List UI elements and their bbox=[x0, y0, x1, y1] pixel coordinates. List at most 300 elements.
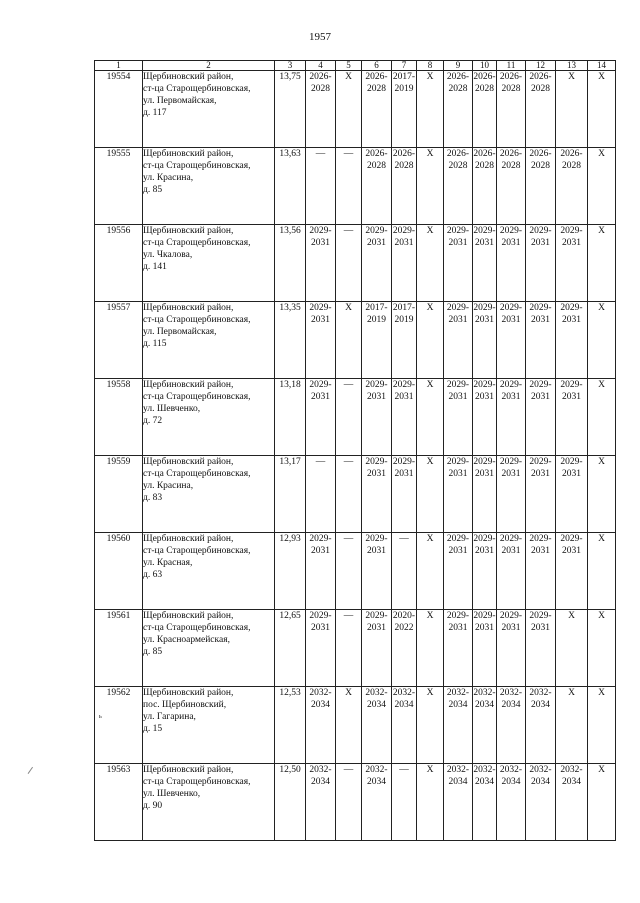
period-cell bbox=[444, 71, 473, 148]
period-year: 2019 bbox=[394, 315, 414, 325]
address-line: Щербиновский район, bbox=[143, 149, 234, 159]
address-line: д. 90 bbox=[143, 801, 163, 811]
column-header: 2 bbox=[143, 61, 275, 71]
x-mark: X bbox=[345, 303, 352, 313]
period-cell bbox=[306, 687, 336, 764]
period-year: 2031 bbox=[311, 238, 330, 248]
row-id: 19554 bbox=[95, 71, 143, 148]
period-cell bbox=[588, 456, 616, 533]
period-cell bbox=[362, 302, 392, 379]
period-year: 2028 bbox=[394, 161, 414, 171]
period-cell bbox=[362, 225, 392, 302]
table-row bbox=[95, 148, 616, 225]
period-cell bbox=[556, 302, 588, 379]
address-line: Щербиновский район, bbox=[143, 226, 234, 236]
period-year: 2029- bbox=[365, 226, 388, 236]
period-year: 2026- bbox=[560, 149, 583, 159]
address-line: ул. Первомайская, bbox=[143, 327, 217, 337]
period-year: 2029- bbox=[529, 534, 552, 544]
period-year: 2029- bbox=[309, 226, 332, 236]
period-cell bbox=[588, 302, 616, 379]
address-line: Щербиновский район, bbox=[143, 765, 234, 775]
x-mark: X bbox=[345, 688, 352, 698]
period-year: 2029- bbox=[309, 303, 332, 313]
period-cell bbox=[556, 148, 588, 225]
period-year: 2026- bbox=[529, 149, 552, 159]
period-year: 2031 bbox=[562, 392, 581, 402]
period-cell bbox=[392, 764, 417, 841]
period-cell bbox=[497, 302, 526, 379]
period-cell bbox=[588, 379, 616, 456]
period-cell bbox=[526, 148, 556, 225]
address-line: ул. Шевченко, bbox=[143, 404, 201, 414]
period-year: 2029- bbox=[560, 226, 583, 236]
row-id: 19559 bbox=[95, 456, 143, 533]
period-cell bbox=[497, 225, 526, 302]
x-mark: X bbox=[598, 226, 605, 236]
period-cell bbox=[444, 225, 473, 302]
period-year: 2034 bbox=[367, 777, 386, 787]
period-year: 2026- bbox=[499, 149, 523, 159]
period-cell bbox=[473, 71, 497, 148]
period-year: 2031 bbox=[475, 392, 494, 402]
x-mark: X bbox=[426, 72, 434, 82]
period-cell bbox=[362, 456, 392, 533]
address-line: ст-ца Старощербиновская, bbox=[143, 777, 251, 787]
address-line: пос. Щербиновский, bbox=[143, 700, 227, 710]
period-cell bbox=[392, 379, 417, 456]
period-cell bbox=[588, 148, 616, 225]
period-cell bbox=[473, 764, 497, 841]
period-cell bbox=[473, 379, 497, 456]
period-year: 2029- bbox=[365, 611, 388, 621]
period-cell bbox=[497, 71, 526, 148]
period-cell bbox=[306, 533, 336, 610]
period-cell bbox=[417, 610, 444, 687]
period-cell bbox=[392, 71, 417, 148]
period-year: 2031 bbox=[531, 623, 550, 633]
period-cell bbox=[306, 456, 336, 533]
dash-mark: — bbox=[343, 226, 354, 236]
address-line: д. 117 bbox=[143, 108, 167, 118]
row-id: 19563 bbox=[95, 764, 143, 841]
address-line: д. 85 bbox=[143, 647, 163, 657]
period-year: 2029- bbox=[365, 534, 388, 544]
period-year: 2034 bbox=[562, 777, 581, 787]
row-id: 19557 bbox=[95, 302, 143, 379]
period-year: 2031 bbox=[448, 546, 468, 556]
period-year: 2026- bbox=[365, 149, 388, 159]
period-cell bbox=[306, 764, 336, 841]
period-year: 2032- bbox=[499, 765, 523, 775]
period-year: 2034 bbox=[475, 700, 494, 710]
row-id: 19560 bbox=[95, 533, 143, 610]
period-year: 2026- bbox=[365, 72, 388, 82]
table-body bbox=[95, 71, 616, 841]
period-cell bbox=[306, 148, 336, 225]
period-year: 2029- bbox=[560, 303, 583, 313]
period-year: 2032- bbox=[446, 765, 470, 775]
period-cell bbox=[473, 456, 497, 533]
address-line: ул. Чкалова, bbox=[143, 250, 193, 260]
period-cell bbox=[306, 71, 336, 148]
period-cell bbox=[444, 379, 473, 456]
period-cell bbox=[497, 533, 526, 610]
period-year: 2034 bbox=[448, 700, 468, 710]
column-header: 8 bbox=[417, 61, 444, 71]
column-header: 11 bbox=[497, 61, 526, 71]
period-year: 2017- bbox=[392, 303, 416, 313]
period-cell bbox=[526, 610, 556, 687]
period-cell bbox=[556, 71, 588, 148]
period-year: 2029- bbox=[392, 380, 416, 390]
column-header: 12 bbox=[526, 61, 556, 71]
period-year: 2031 bbox=[311, 392, 330, 402]
period-year: 2029- bbox=[446, 380, 470, 390]
period-year: 2031 bbox=[367, 392, 386, 402]
period-cell bbox=[444, 456, 473, 533]
address-line: д. 85 bbox=[143, 185, 163, 195]
period-year: 2028 bbox=[448, 84, 468, 94]
row-id: 19561 bbox=[95, 610, 143, 687]
address-line: ст-ца Старощербиновская, bbox=[143, 392, 251, 402]
value-cell: 13,75 bbox=[275, 71, 306, 148]
address-line: ул. Красноармейская, bbox=[143, 635, 230, 645]
period-cell bbox=[497, 148, 526, 225]
period-year: 2032- bbox=[309, 765, 332, 775]
address-line: Щербиновский район, bbox=[143, 72, 234, 82]
period-year: 2029- bbox=[529, 380, 552, 390]
x-mark: X bbox=[598, 149, 605, 159]
x-mark: X bbox=[426, 765, 434, 775]
x-mark: X bbox=[426, 534, 434, 544]
dash-mark: — bbox=[399, 765, 409, 775]
table-row bbox=[95, 225, 616, 302]
period-year: 2031 bbox=[448, 469, 468, 479]
period-cell bbox=[588, 225, 616, 302]
period-year: 2031 bbox=[475, 315, 494, 325]
period-year: 2032- bbox=[392, 688, 416, 698]
period-year: 2031 bbox=[562, 546, 581, 556]
period-year: 2026- bbox=[473, 149, 496, 159]
table-row bbox=[95, 71, 616, 148]
x-mark: X bbox=[426, 611, 434, 621]
table-row bbox=[95, 687, 616, 764]
row-id: 19558 bbox=[95, 379, 143, 456]
period-year: 2031 bbox=[448, 238, 468, 248]
period-cell bbox=[526, 71, 556, 148]
x-mark: X bbox=[426, 688, 434, 698]
period-year: 2028 bbox=[475, 84, 494, 94]
period-year: 2034 bbox=[531, 777, 550, 787]
x-mark: X bbox=[598, 380, 605, 390]
address-cell bbox=[143, 533, 275, 610]
address-cell bbox=[143, 687, 275, 764]
period-year: 2029- bbox=[392, 226, 416, 236]
period-cell bbox=[306, 225, 336, 302]
period-year: 2028 bbox=[367, 84, 386, 94]
address-cell bbox=[143, 148, 275, 225]
period-cell bbox=[392, 302, 417, 379]
address-line: д. 63 bbox=[143, 570, 163, 580]
dash-mark: — bbox=[315, 457, 326, 467]
value-cell: 12,50 bbox=[275, 764, 306, 841]
period-year: 2032- bbox=[529, 688, 552, 698]
period-cell bbox=[306, 379, 336, 456]
period-cell bbox=[444, 610, 473, 687]
address-line: ул. Гагарина, bbox=[143, 712, 196, 722]
period-year: 2029- bbox=[499, 611, 523, 621]
period-year: 2029- bbox=[473, 303, 496, 313]
period-year: 2031 bbox=[394, 469, 414, 479]
period-year: 2031 bbox=[475, 623, 494, 633]
value-cell: 13,35 bbox=[275, 302, 306, 379]
address-cell bbox=[143, 764, 275, 841]
dash-mark: — bbox=[343, 765, 354, 775]
period-year: 2031 bbox=[531, 392, 550, 402]
period-cell bbox=[588, 610, 616, 687]
period-cell bbox=[444, 148, 473, 225]
dash-mark: — bbox=[315, 149, 326, 159]
period-year: 2029- bbox=[446, 611, 470, 621]
period-year: 2031 bbox=[367, 238, 386, 248]
address-line: ул. Первомайская, bbox=[143, 96, 217, 106]
address-line: ст-ца Старощербиновская, bbox=[143, 161, 251, 171]
column-header: 13 bbox=[556, 61, 588, 71]
address-line: ст-ца Старощербиновская, bbox=[143, 623, 251, 633]
period-cell bbox=[588, 533, 616, 610]
period-cell bbox=[362, 764, 392, 841]
period-cell bbox=[417, 302, 444, 379]
address-line: ул. Красина, bbox=[143, 481, 194, 491]
period-year: 2034 bbox=[311, 777, 330, 787]
address-line: Щербиновский район, bbox=[143, 534, 234, 544]
period-year: 2029- bbox=[473, 534, 496, 544]
period-year: 2029- bbox=[365, 457, 388, 467]
period-cell bbox=[556, 610, 588, 687]
period-cell bbox=[362, 71, 392, 148]
dash-mark: — bbox=[399, 534, 409, 544]
period-cell bbox=[336, 533, 362, 610]
period-year: 2031 bbox=[367, 546, 386, 556]
column-header: 1 bbox=[95, 61, 143, 71]
period-cell bbox=[417, 225, 444, 302]
period-year: 2031 bbox=[501, 315, 521, 325]
address-cell bbox=[143, 225, 275, 302]
value-cell: 12,93 bbox=[275, 533, 306, 610]
period-cell bbox=[392, 225, 417, 302]
period-year: 2029- bbox=[473, 226, 496, 236]
period-cell bbox=[336, 302, 362, 379]
period-cell bbox=[392, 687, 417, 764]
period-cell bbox=[473, 687, 497, 764]
period-year: 2022 bbox=[394, 623, 414, 633]
address-cell bbox=[143, 379, 275, 456]
period-year: 2029- bbox=[499, 226, 523, 236]
period-year: 2029- bbox=[529, 226, 552, 236]
address-line: Щербиновский район, bbox=[143, 303, 234, 313]
period-year: 2031 bbox=[311, 315, 330, 325]
period-year: 2032- bbox=[365, 765, 388, 775]
period-cell bbox=[336, 148, 362, 225]
period-year: 2031 bbox=[475, 238, 494, 248]
period-year: 2034 bbox=[501, 777, 521, 787]
stray-mark: ь bbox=[99, 714, 102, 720]
period-cell bbox=[336, 764, 362, 841]
period-year: 2031 bbox=[394, 238, 414, 248]
period-cell bbox=[362, 148, 392, 225]
period-cell bbox=[556, 687, 588, 764]
column-header: 5 bbox=[336, 61, 362, 71]
period-cell bbox=[392, 456, 417, 533]
period-cell bbox=[444, 302, 473, 379]
period-year: 2026- bbox=[446, 149, 470, 159]
period-year: 2031 bbox=[311, 546, 330, 556]
period-year: 2031 bbox=[531, 315, 550, 325]
period-cell bbox=[417, 687, 444, 764]
period-cell bbox=[336, 687, 362, 764]
address-line: ст-ца Старощербиновская, bbox=[143, 315, 251, 325]
period-year: 2029- bbox=[446, 226, 470, 236]
period-cell bbox=[473, 610, 497, 687]
period-cell bbox=[556, 533, 588, 610]
period-cell bbox=[588, 71, 616, 148]
period-year: 2031 bbox=[501, 546, 521, 556]
period-year: 2029- bbox=[499, 303, 523, 313]
table-row bbox=[95, 764, 616, 841]
period-year: 2032- bbox=[446, 688, 470, 698]
period-cell bbox=[362, 687, 392, 764]
period-year: 2029- bbox=[309, 534, 332, 544]
header-row bbox=[95, 61, 616, 71]
period-cell bbox=[497, 764, 526, 841]
table-row bbox=[95, 379, 616, 456]
period-year: 2029- bbox=[309, 611, 332, 621]
column-header: 3 bbox=[275, 61, 306, 71]
period-year: 2031 bbox=[501, 623, 521, 633]
x-mark: X bbox=[345, 72, 352, 82]
period-cell bbox=[306, 610, 336, 687]
period-year: 2029- bbox=[560, 380, 583, 390]
period-year: 2026- bbox=[529, 72, 552, 82]
x-mark: X bbox=[426, 303, 434, 313]
period-cell bbox=[362, 610, 392, 687]
period-year: 2031 bbox=[394, 392, 414, 402]
period-year: 2032- bbox=[529, 765, 552, 775]
address-cell bbox=[143, 302, 275, 379]
period-cell bbox=[473, 148, 497, 225]
period-year: 2029- bbox=[473, 457, 496, 467]
period-year: 2029- bbox=[446, 457, 470, 467]
period-cell bbox=[526, 687, 556, 764]
period-year: 2017- bbox=[392, 72, 416, 82]
period-cell bbox=[417, 379, 444, 456]
period-cell bbox=[444, 533, 473, 610]
address-line: ст-ца Старощербиновская, bbox=[143, 238, 251, 248]
period-cell bbox=[556, 225, 588, 302]
address-line: д. 141 bbox=[143, 262, 167, 272]
period-year: 2029- bbox=[473, 611, 496, 621]
period-year: 2031 bbox=[562, 315, 581, 325]
x-mark: X bbox=[598, 765, 605, 775]
period-cell bbox=[336, 71, 362, 148]
period-year: 2032- bbox=[499, 688, 523, 698]
register-table bbox=[94, 60, 616, 841]
x-mark: X bbox=[426, 380, 434, 390]
period-year: 2019 bbox=[367, 315, 386, 325]
period-year: 2017- bbox=[365, 303, 388, 313]
column-header: 6 bbox=[362, 61, 392, 71]
period-year: 2028 bbox=[531, 161, 550, 171]
period-cell bbox=[417, 533, 444, 610]
period-cell bbox=[336, 456, 362, 533]
period-cell bbox=[392, 610, 417, 687]
period-cell bbox=[588, 764, 616, 841]
period-year: 2029- bbox=[446, 303, 470, 313]
period-year: 2029- bbox=[529, 303, 552, 313]
period-year: 2029- bbox=[499, 380, 523, 390]
table-row bbox=[95, 456, 616, 533]
period-year: 2029- bbox=[499, 534, 523, 544]
address-line: ул. Шевченко, bbox=[143, 789, 201, 799]
column-header: 9 bbox=[444, 61, 473, 71]
address-line: д. 83 bbox=[143, 493, 163, 503]
table-row bbox=[95, 302, 616, 379]
period-year: 2032- bbox=[473, 765, 496, 775]
value-cell: 13,56 bbox=[275, 225, 306, 302]
address-line: д. 72 bbox=[143, 416, 163, 426]
x-mark: X bbox=[598, 72, 605, 82]
period-year: 2034 bbox=[367, 700, 386, 710]
period-year: 2029- bbox=[392, 457, 416, 467]
period-year: 2031 bbox=[367, 623, 386, 633]
dash-mark: — bbox=[343, 457, 354, 467]
x-mark: X bbox=[426, 457, 434, 467]
period-year: 2031 bbox=[311, 623, 330, 633]
period-year: 2029- bbox=[309, 380, 332, 390]
period-year: 2029- bbox=[560, 534, 583, 544]
x-mark: X bbox=[598, 534, 605, 544]
period-year: 2031 bbox=[531, 469, 550, 479]
period-year: 2031 bbox=[475, 469, 494, 479]
period-cell bbox=[526, 456, 556, 533]
x-mark: X bbox=[426, 149, 434, 159]
period-year: 2026- bbox=[392, 149, 416, 159]
period-cell bbox=[362, 533, 392, 610]
period-year: 2029- bbox=[529, 457, 552, 467]
period-year: 2028 bbox=[501, 161, 521, 171]
period-year: 2034 bbox=[394, 700, 414, 710]
period-cell bbox=[336, 610, 362, 687]
period-year: 2028 bbox=[367, 161, 386, 171]
dash-mark: — bbox=[343, 611, 354, 621]
x-mark: X bbox=[568, 72, 575, 82]
value-cell: 13,63 bbox=[275, 148, 306, 225]
address-line: д. 115 bbox=[143, 339, 167, 349]
column-header: 4 bbox=[306, 61, 336, 71]
period-year: 2029- bbox=[529, 611, 552, 621]
period-year: 2031 bbox=[501, 469, 521, 479]
x-mark: X bbox=[568, 611, 575, 621]
period-year: 2031 bbox=[475, 546, 494, 556]
address-line: ст-ца Старощербиновская, bbox=[143, 469, 251, 479]
period-cell bbox=[497, 379, 526, 456]
period-cell bbox=[336, 379, 362, 456]
period-year: 2028 bbox=[475, 161, 494, 171]
dash-mark: — bbox=[343, 380, 354, 390]
stray-line bbox=[28, 767, 41, 779]
period-year: 2026- bbox=[499, 72, 523, 82]
